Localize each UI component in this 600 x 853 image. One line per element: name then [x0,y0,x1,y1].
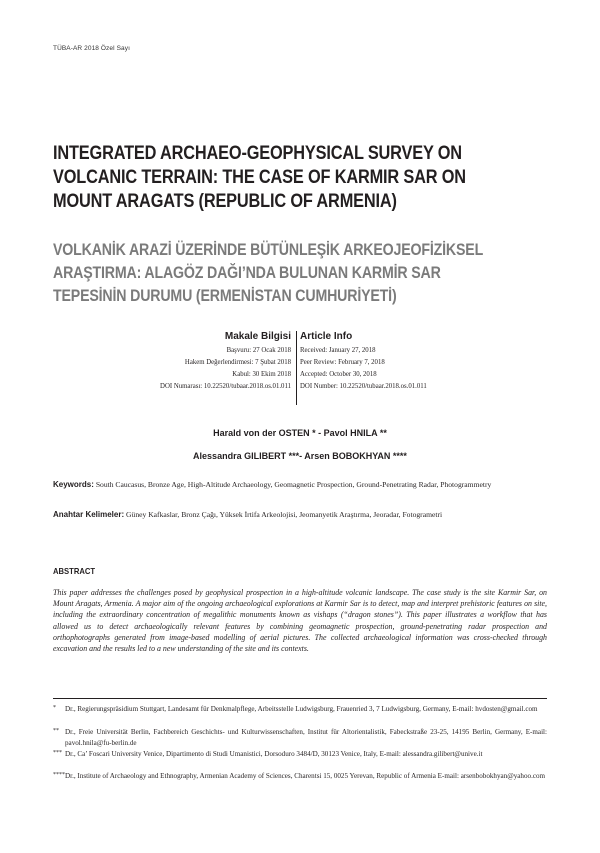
title-turkish [53,239,535,308]
title-tr-line: TEPESİNİN DURUMU (ERMENİSTAN CUMHURİYETİ) [53,287,397,305]
info-line: Başvuru: 27 Ocak 2018 [226,347,291,354]
article-info-turkish [11,330,291,393]
footnote-2 [53,727,547,748]
anahtar-kelimeler [53,509,547,521]
footnote-mark: **** [53,772,65,778]
journal-header: TÜBA-AR 2018 Özel Sayı [53,45,130,52]
info-divider [296,331,297,405]
info-heading-tr: Makale Bilgisi [224,331,291,342]
footnote-mark: * [53,705,56,711]
footnote-1 [53,704,547,715]
info-line: Peer Review: February 7, 2018 [300,359,385,366]
footnote-text: Dr., Freie Universität Berlin, Fachbereich Geschichts- und Kulturwissenschaften, Institut für Altorientalistik, Fabeckstraße 23-25, 14195 Berlin, Germany, E-mail: pavol.hnila@fu-berlin.de [65,728,547,747]
footnote-3 [53,749,547,760]
title-tr-line: VOLKANİK ARAZİ ÜZERİNDE BÜTÜNLEŞİK ARKEOJEOFİZİKSEL [53,241,484,259]
title-en-line: MOUNT ARAGATS (REPUBLIC OF ARMENIA) [53,191,397,212]
title-en-line: VOLCANIC TERRAIN: THE CASE OF KARMIR SAR ON [53,167,466,188]
title-tr-line: ARAŞTIRMA: ALAGÖZ DAĞI’NDA BULUNAN KARMİR SAR [53,264,441,282]
title-en-line: INTEGRATED ARCHAEO-GEOPHYSICAL SURVEY ON [53,143,462,164]
authors-line-2: Alessandra GILIBERT ***- Arsen BOBOKHYAN **** [193,451,407,461]
info-line: Hakem Değerlendirmesi: 7 Şubat 2018 [184,359,291,366]
anahtar-label: Anahtar Kelimeler: [53,510,125,519]
info-line: DOI Number: 10.22520/tubaar.2018.os.01.011 [300,383,427,390]
info-line: Kabul: 30 Ekim 2018 [232,371,291,378]
article-info-english [300,330,560,393]
info-heading-en: Article Info [300,331,353,342]
info-line: DOI Numarası: 10.22520/tubaar.2018.os.01.011 [160,383,291,390]
footnote-mark: ** [53,728,59,734]
footnote-rule [53,698,547,699]
footnote-text: Dr., Regierungspräsidium Stuttgart, Landesamt für Denkmalpflege, Arbeitsstelle Ludwigsburg, Frauenried 3, 7 Ludwigsburg, Germany, E-mail: hvdosten@gmail.com [65,705,538,713]
anahtar-text: Güney Kafkaslar, Bronz Çağı, Yüksek İrtifa Arkeolojisi, Jeomanyetik Araştırma, Jeoradar, Fotogrametri [126,510,443,519]
footnote-mark: *** [53,750,62,756]
keywords-label: Keywords: [53,480,94,489]
footnote-text: Dr., Institute of Archaeology and Ethnography, Armenian Academy of Sciences, Charentsi 15, 0025 Yerevan, Republic of Armenia E-mail: arsenbobokhyan@yahoo.com [65,772,546,780]
info-line: Accepted: October 30, 2018 [300,371,377,378]
title-english [53,142,483,214]
abstract-text: This paper addresses the challenges posed by geophysical prospection in a high-altitude volcanic landscape. The case study is the site Karmir Sar, on Mount Aragats, Armenia. A major aim of the ongoing archaeological explorations at Karmir Sar is to detect, map and interpret prehistoric features on site, including the extraordinary concentration of megalithic monuments known as vishaps (“dragon stones”). This paper illustrates a workflow that has allowed us to detect archaeologically relevant features by combining geomagnetic prospection, ground-penetrating radar prospection and orthophotographs generated from image-based modelling of aerial pictures. The collected archaeological information was cross-checked through excavation and the results led to a new understanding of the site and its contexts. [53,588,547,654]
keywords-text: South Caucasus, Bronze Age, High-Altitude Archaeology, Geomagnetic Prospection, Ground-Penetrating Radar, Photogrammetry [95,480,492,489]
footnote-text: Dr., Ca’ Foscari University Venice, Dipartimento di Studi Umanistici, Dorsoduro 3484/D, 30123 Venice, Italy, E-mail: alessandra.gilibert@unive.it [65,750,483,758]
abstract-heading: ABSTRACT [53,566,96,576]
authors-line-1: Harald von der OSTEN * - Pavol HNILA ** [213,428,387,438]
keywords [53,479,547,491]
info-line: Received: January 27, 2018 [300,347,376,354]
footnote-4 [53,771,547,782]
